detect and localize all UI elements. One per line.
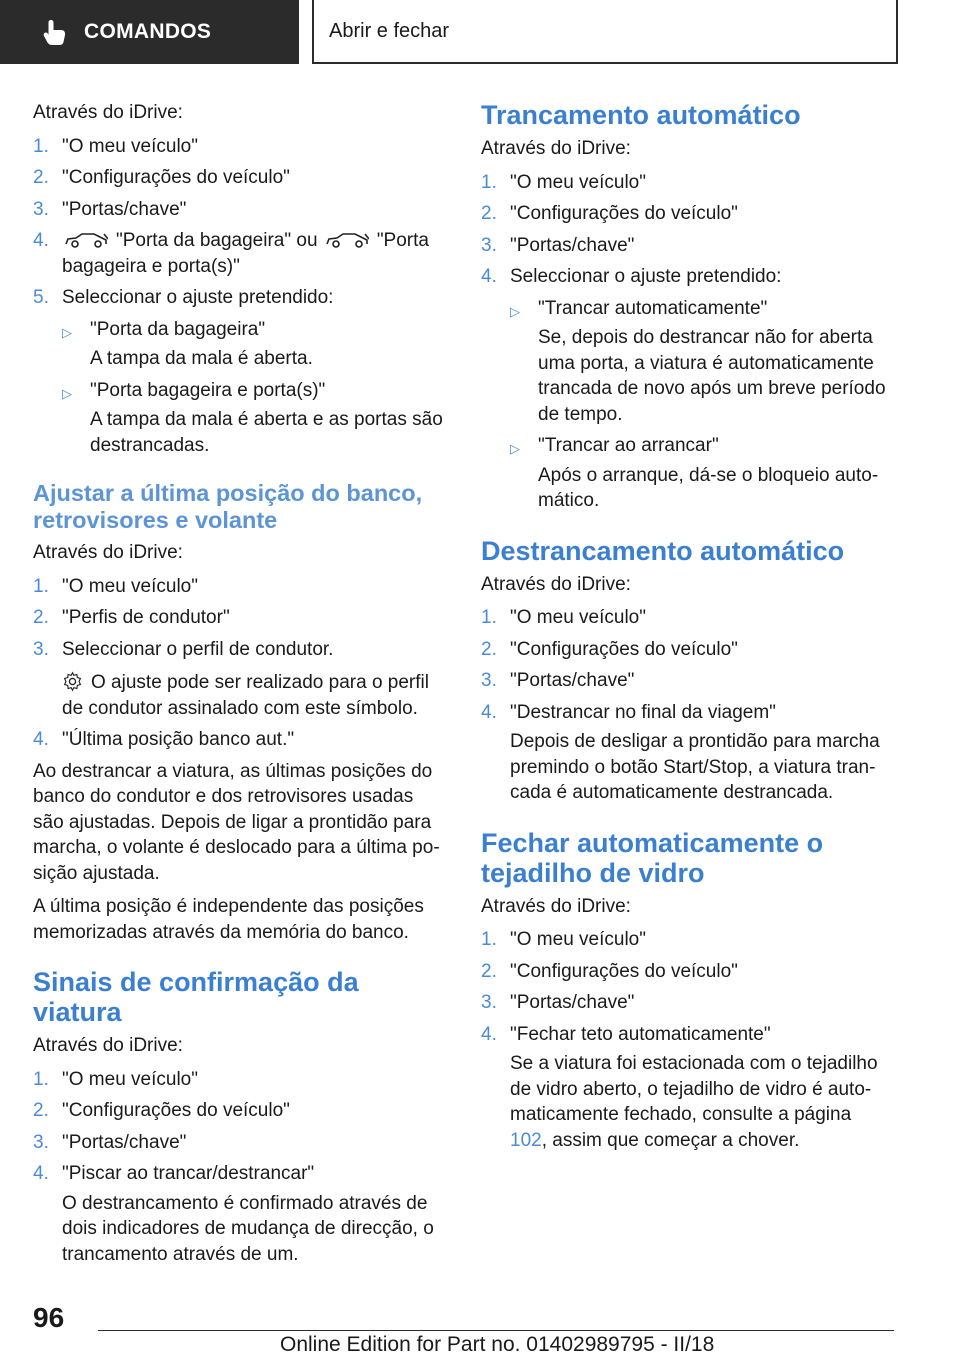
right-column <box>481 100 893 1159</box>
list-item: 4. Seleccionar o ajuste pretendido: ▷ "Trancar automaticamente" Se, depois do destrancar não for aberta uma porta, a viatura é automaticamente trancada de novo após um breve período de tempo. ▷ "Trancar ao arrancar" Após o arranque, dá-se o bloqueio automático. <box>481 264 893 514</box>
section-tab <box>0 0 299 64</box>
list-item: 5. Seleccionar o ajuste pretendido: ▷ "Porta da bagageira" A tampa da mala é aberta. ▷ "Porta bagageira e porta(s)" A tampa da mala é aberta e as portas são destrancadas. <box>33 285 443 458</box>
list-item: 1. "O meu veículo" <box>33 1068 198 1090</box>
tailgate-steps <box>33 134 443 459</box>
list-item: 3. "Portas/chave" <box>481 992 635 1013</box>
signal-steps <box>33 1067 443 1268</box>
triangle-bullet-icon: ▷ <box>62 385 72 401</box>
triangle-bullet-icon: ▷ <box>510 441 520 456</box>
list-item: 2. "Configurações do veículo" <box>33 167 290 188</box>
list-item: 1. "O meu veículo" <box>33 135 198 157</box>
car-doors-icon <box>325 231 369 249</box>
heading-seat-position: Ajustar a última posição do banco, retrovisores e volante <box>33 480 423 533</box>
intro-text: Através do iDrive: <box>481 895 631 917</box>
list-item: 1. "O meu veículo" <box>481 607 646 628</box>
intro-text: Através do iDrive: <box>33 1035 183 1056</box>
paragraph: Ao destrancar a viatura, as últimas posições do banco do condutor e dos retrovisores usadas são ajustadas. Depois de ligar a prontidão para marcha, o volante é deslocado para a última posição ajustada. <box>33 760 440 884</box>
list-item: 3. "Portas/chave" <box>33 1131 187 1153</box>
seat-steps <box>33 574 443 753</box>
triangle-bullet-icon: ▷ <box>62 324 72 340</box>
triangle-bullet-icon: ▷ <box>510 303 520 319</box>
heading-auto-close-roof: Fechar automaticamente o tejadilho de vidro <box>481 827 824 888</box>
intro-text: Através do iDrive: <box>481 573 631 595</box>
list-item: 2. "Configurações do veículo" <box>481 203 738 224</box>
heading-confirmation-signals: Sinais de confirmação da viatura <box>33 967 359 1027</box>
list-item: 2. "Configurações do veículo" <box>481 638 738 660</box>
option-item: ▷ "Porta da bagageira" A tampa da mala é aberta. <box>62 318 313 369</box>
option-item: ▷ "Trancar automaticamente" Se, depois do destrancar não for aberta uma porta, a viatura é automaticamente trancada de novo após um breve período de tempo. <box>510 297 886 425</box>
list-item: 4. "Fechar teto automaticamente" Se a viatura foi estacionada com o tejadilho de vidro aberto, o tejadilho de vidro é automaticamente fechado, consulte a página 102, assim que começar a chover. <box>481 1023 878 1151</box>
option-item: ▷ "Trancar ao arrancar" Após o arranque, dá-se o bloqueio automático. <box>510 435 879 511</box>
chapter-title: Abrir e fechar <box>329 19 450 42</box>
list-item: 3. "Portas/chave" <box>33 198 187 220</box>
list-item: 4. "Destrancar no final da viagem" Depois de desligar a prontidão para marcha premindo o botão Start/Stop, a viatura trancada é automaticamente destrancada. <box>481 701 880 803</box>
section-title: COMANDOS <box>84 20 212 43</box>
list-item: 2. "Configurações do veículo" <box>481 960 738 982</box>
unlock-steps <box>481 605 893 806</box>
list-item: 1. "O meu veículo" <box>481 171 646 193</box>
list-item: 1. "O meu veículo" <box>33 575 198 597</box>
list-item: 2. "Perfis de condutor" <box>33 607 230 628</box>
list-item: 2. "Configurações do veículo" <box>33 1100 290 1121</box>
footer-divider <box>98 1330 894 1331</box>
footer-text: Online Edition for Part no. 01402989795 - II/18 <box>280 1333 715 1356</box>
intro-text: Através do iDrive: <box>481 138 631 159</box>
roof-steps <box>481 927 893 1153</box>
chapter-tab <box>312 0 898 64</box>
list-item: 3. "Portas/chave" <box>481 670 635 691</box>
intro-text: Através do iDrive: <box>33 542 183 563</box>
list-item: 4. "Piscar ao trancar/destrancar" O destrancamento é confirmado através de dois indicadores de mudança de direcção, o trancamento através de um. <box>33 1163 434 1265</box>
intro-text: Através do iDrive: <box>33 102 183 123</box>
list-item: 3. Seleccionar o perfil de condutor. O ajuste pode ser realizado para o perfil de condutor assinalado com este símbolo. <box>33 638 429 719</box>
list-item: 3. "Portas/chave" <box>481 234 635 256</box>
list-item: 4. "Porta da bagageira" ou "Porta bagageira e porta(s)" <box>33 230 429 277</box>
heading-auto-lock: Trancamento automático <box>481 100 801 130</box>
hand-pointer-icon <box>40 17 70 47</box>
option-item: ▷ "Porta bagageira e porta(s)" A tampa da mala é aberta e as portas são destrancadas. <box>62 379 443 456</box>
car-tailgate-icon <box>64 231 108 249</box>
left-column <box>33 100 443 1273</box>
list-item: 4. "Última posição banco aut." <box>33 729 295 750</box>
page-reference-link[interactable]: 102 <box>510 1129 542 1151</box>
paragraph: A última posição é independente das posições memorizadas através da memória do banco. <box>33 896 424 943</box>
gear-icon <box>62 671 83 692</box>
heading-auto-unlock: Destrancamento automático <box>481 535 845 566</box>
page-number: 96 <box>33 1302 65 1333</box>
list-item: 1. "O meu veículo" <box>481 929 646 950</box>
lock-steps <box>481 170 893 514</box>
